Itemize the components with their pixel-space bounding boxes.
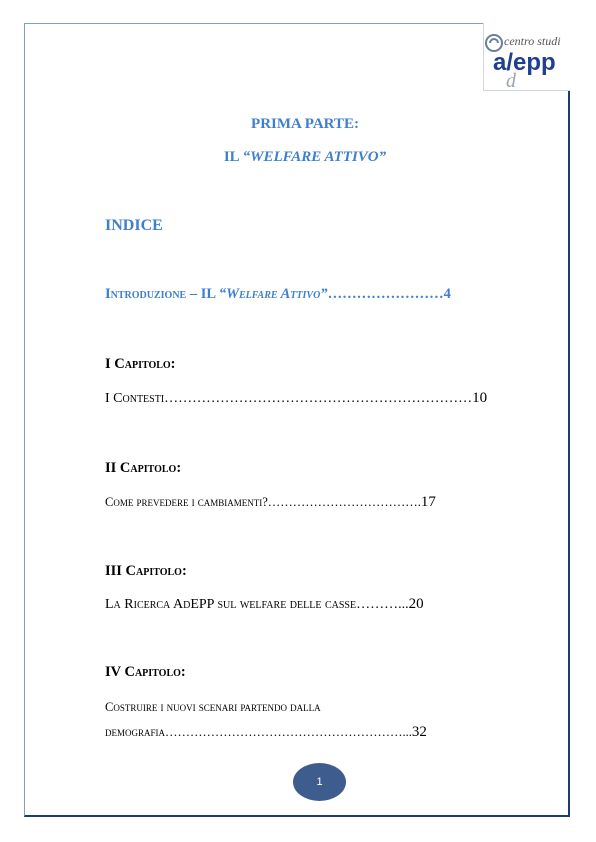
entry-leader: …………………………………………………... bbox=[165, 725, 412, 739]
intro-italic: “Welfare Attivo” bbox=[218, 286, 328, 302]
entry-page: 32 bbox=[411, 724, 427, 740]
toc-entry[interactable] bbox=[105, 494, 436, 511]
entry-page: 20 bbox=[408, 596, 424, 612]
toc-entry[interactable] bbox=[105, 390, 487, 407]
intro-leader: …………………… bbox=[327, 286, 444, 302]
intro-label: Introduzione bbox=[105, 286, 187, 302]
svg-text:a/epp: a/epp bbox=[493, 49, 556, 76]
chapter-heading: II Capitolo: bbox=[105, 460, 182, 476]
entry-title: La Ricerca AdEPP sul welfare delle casse bbox=[105, 597, 357, 612]
toc-entry-line1[interactable]: Costruire i nuovi scenari partendo dalla bbox=[105, 700, 321, 714]
document-title-line1: PRIMA PARTE: bbox=[251, 116, 359, 132]
title-italic: “WELFARE ATTIVO” bbox=[242, 149, 387, 165]
toc-entry[interactable] bbox=[105, 596, 424, 613]
adepp-logo bbox=[483, 23, 570, 91]
index-heading: INDICE bbox=[105, 217, 163, 234]
entry-leader: ………………………………………………………… bbox=[164, 391, 473, 406]
svg-text:d: d bbox=[506, 70, 516, 91]
entry-leader: ………………………………. bbox=[267, 495, 421, 509]
entry-page: 10 bbox=[472, 390, 488, 406]
page-border bbox=[24, 23, 570, 817]
chapter-heading: IV Capitolo: bbox=[105, 664, 186, 680]
chapter-heading: I Capitolo: bbox=[105, 356, 176, 372]
toc-entry-intro[interactable] bbox=[105, 286, 451, 303]
entry-leader: ………... bbox=[356, 597, 409, 612]
chapter-heading: III Capitolo: bbox=[105, 563, 187, 579]
intro-dash: – IL bbox=[186, 286, 219, 302]
entry-title: Come prevedere i cambiamenti? bbox=[105, 495, 268, 509]
document-title-line2 bbox=[0, 149, 596, 166]
title-prefix: IL bbox=[223, 149, 243, 165]
entry-page: 17 bbox=[420, 494, 436, 510]
svg-text:centro studi: centro studi bbox=[504, 34, 561, 48]
entry-title: I Contesti bbox=[105, 391, 165, 406]
entry-title: demografia bbox=[105, 725, 166, 739]
intro-page: 4 bbox=[443, 286, 451, 302]
page-number-badge: 1 bbox=[293, 763, 346, 801]
toc-entry-line2[interactable] bbox=[105, 724, 427, 741]
